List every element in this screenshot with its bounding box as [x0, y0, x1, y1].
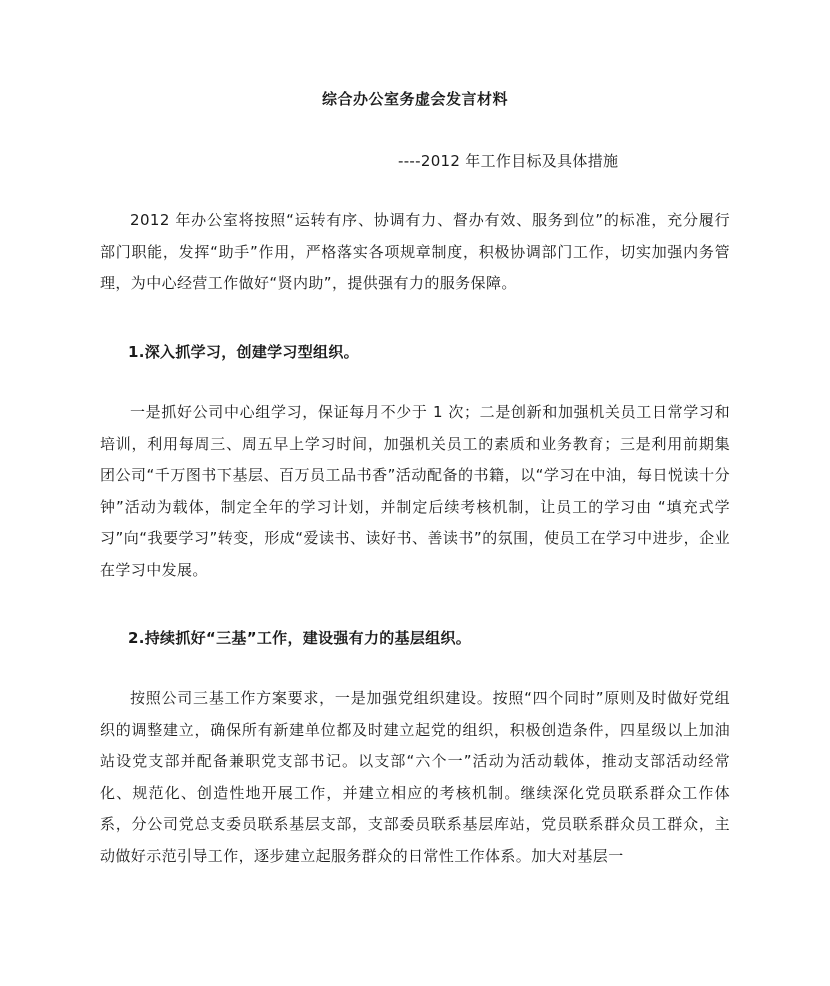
document-title: 综合办公室务虚会发言材料 — [321, 90, 508, 108]
section-2-heading: 2.持续抓好“三基”工作，建设强有力的基层组织。 — [128, 629, 472, 647]
section-2-paragraph: 按照公司三基工作方案要求，一是加强党组织建设。按照“四个同时”原则及时做好党组织的调整建立，确保所有新建单位都及时建立起党的组织，积极创造条件，四星级以上加油站设党支部并配备兼职党支部书记。以支部“六个一”活动为活动载体，推动支部活动经常化、规范化、创造性地开展工作，并建立相应的考核机制。继续深化党员联系群众工作体系，分公司党总支委员联系基层支部，支部委员联系基层库站，党员联系群众员工群众，主动做好示范引导工作，逐步建立起服务群众的日常性工作体系。加大对基层一 — [100, 689, 730, 865]
section-1-paragraph: 一是抓好公司中心组学习，保证每月不少于 1 次；二是创新和加强机关员工日常学习和培训，利用每周三、周五早上学习时间，加强机关员工的素质和业务教育；三是利用前期集团公司“千万图书下基层、百万员工品书香”活动配备的书籍，以“学习在中油，每日悦读十分钟”活动为载体，制定全年的学习计划，并制定后续考核机制，让员工的学习由 “填充式学习”向“我要学习”转变，形成“爱读书、读好书、善读书”的氛围，使员工在学习中进步，企业在学习中发展。 — [100, 403, 730, 579]
document-subtitle: ----2012 年工作目标及具体措施 — [398, 152, 619, 170]
section-1-heading: 1.深入抓学习，创建学习型组织。 — [128, 343, 359, 361]
intro-paragraph: 2012 年办公室将按照“运转有序、协调有力、督办有效、服务到位”的标准，充分履行部门职能，发挥“助手”作用，严格落实各项规章制度，积极协调部门工作，切实加强内务管理，为中心经营工作做好“贤内助”，提供强有力的服务保障。 — [100, 211, 730, 292]
